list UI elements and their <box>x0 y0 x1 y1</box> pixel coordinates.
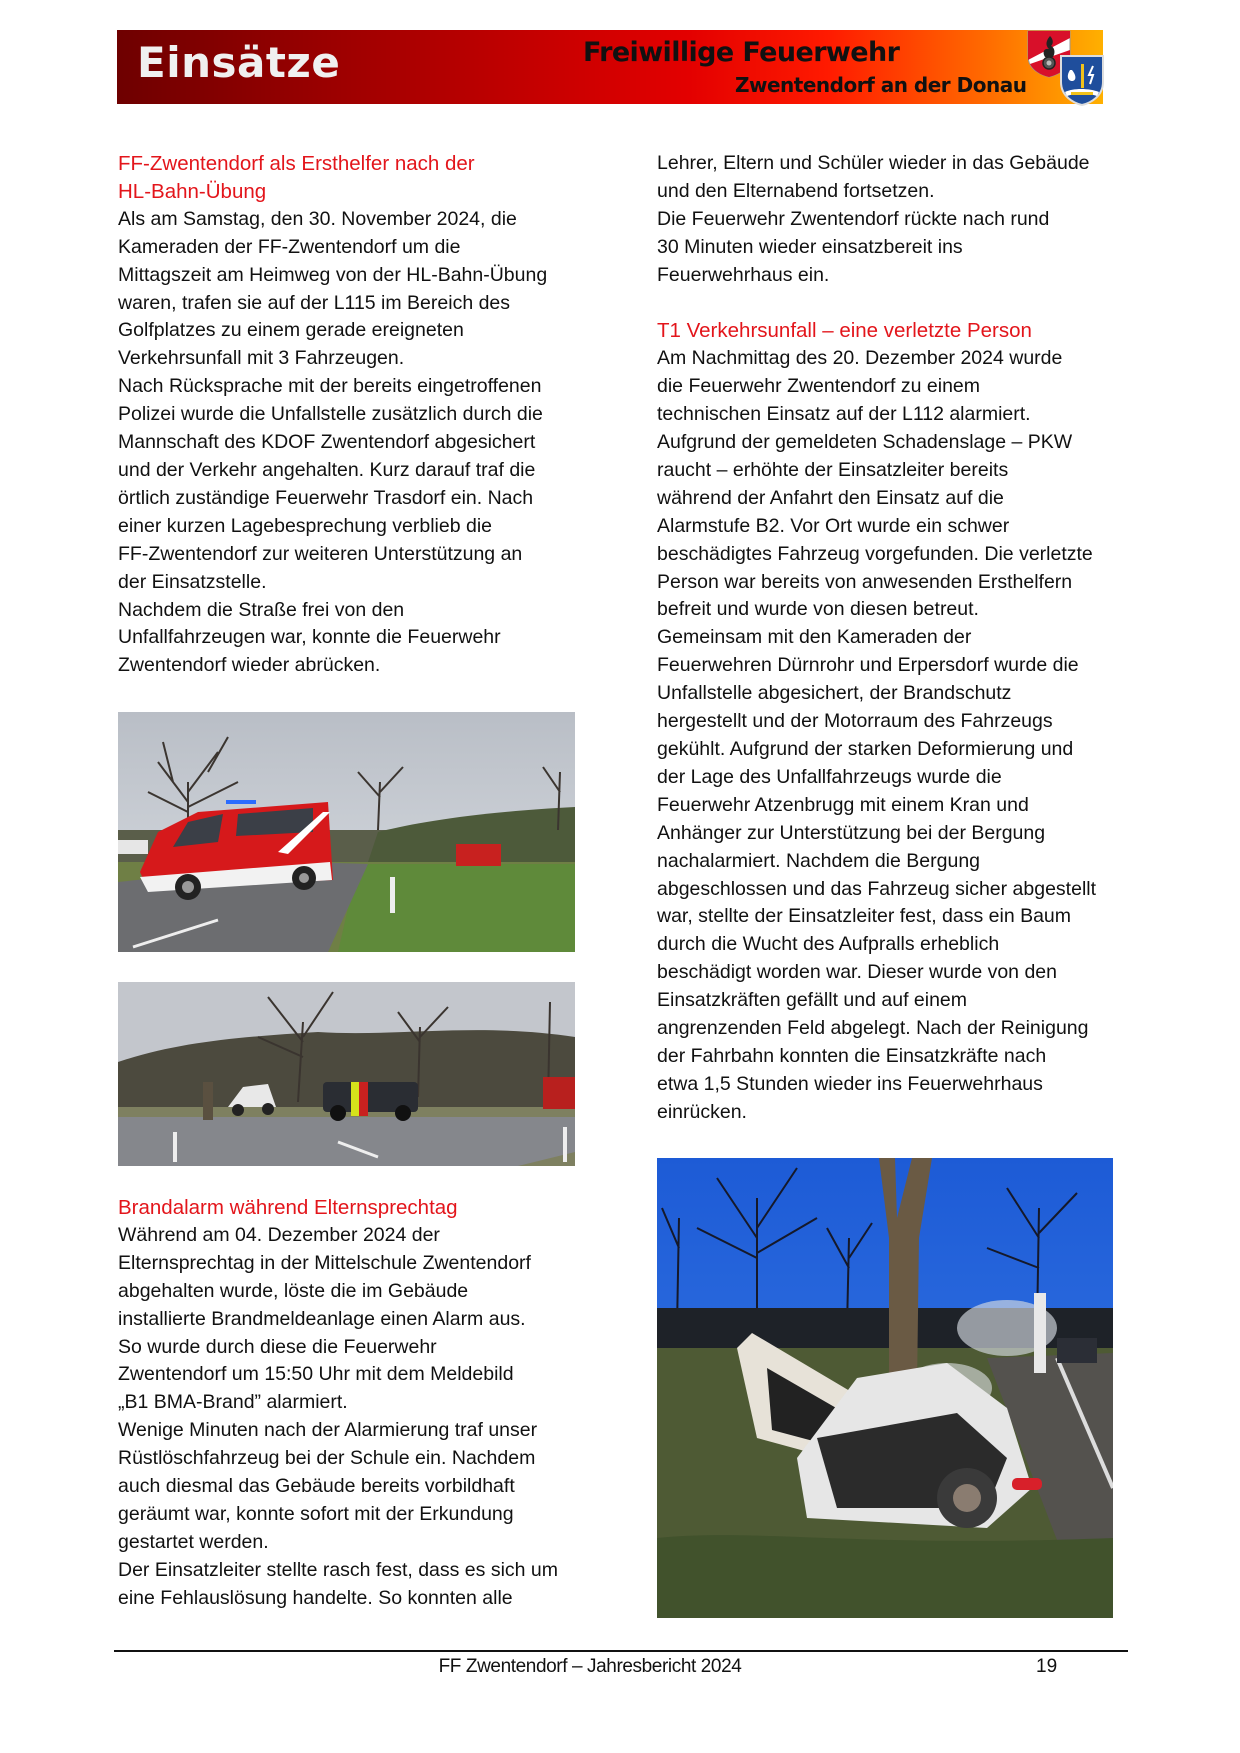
body-line: Anhänger zur Unterstützung bei der Bergung <box>657 821 1046 844</box>
article-body <box>118 206 588 680</box>
body-line: war, stellte der Einsatzleiter fest, dass ein Baum <box>657 905 1072 928</box>
body-line: gestartet werden. <box>118 1530 269 1553</box>
body-line: Die Feuerwehr Zwentendorf rückte nach rund <box>657 207 1050 230</box>
body-line: FF-Zwentendorf zur weiteren Unterstützung an <box>118 542 523 565</box>
article-brandalarm-continued <box>657 150 1127 290</box>
body-line: Golfplatzes zu einem gerade ereigneten <box>118 319 464 342</box>
body-line: Aufgrund der gemeldeten Schadenslage – PKW <box>657 431 1073 454</box>
body-line: Zwentendorf wieder abrücken. <box>118 654 381 677</box>
photo-intersection-scene <box>118 982 575 1166</box>
article-headline <box>118 1194 588 1222</box>
right-column <box>657 150 1127 1127</box>
body-line: Polizei wurde die Unfallstelle zusätzlich durch die <box>118 403 543 426</box>
body-line: beschädigtes Fahrzeug vorgefunden. Die verletzte <box>657 542 1093 565</box>
article-headline <box>657 317 1127 345</box>
section-title: Einsätze <box>137 38 341 87</box>
body-line: Während am 04. Dezember 2024 der <box>118 1223 440 1246</box>
municipal-coat-of-arms-icon <box>1059 54 1105 106</box>
article-verkehrsunfall <box>657 317 1127 1126</box>
headline-line: FF-Zwentendorf als Ersthelfer nach der <box>118 152 475 175</box>
body-line: beschädigt worden war. Dieser wurde von den <box>657 961 1057 984</box>
body-line: Unfallfahrzeugen war, konnte die Feuerwehr <box>118 626 501 649</box>
body-line: Person war bereits von anwesenden Ersthelfern <box>657 570 1073 593</box>
body-line: der Fahrbahn konnten die Einsatzkräfte nach <box>657 1044 1047 1067</box>
article-body <box>657 345 1127 1126</box>
body-line: Am Nachmittag des 20. Dezember 2024 wurde <box>657 347 1063 370</box>
body-line: „B1 BMA-Brand” alarmiert. <box>118 1391 348 1414</box>
body-line: die Feuerwehr Zwentendorf zu einem <box>657 375 980 398</box>
body-line: Alarmstufe B2. Vor Ort wurde ein schwer <box>657 514 1010 537</box>
footer-text: FF Zwentendorf – Jahresbericht 2024 <box>438 1656 742 1677</box>
body-line: angrenzenden Feld abgelegt. Nach der Reinigung <box>657 1017 1089 1040</box>
body-line: Verkehrsunfall mit 3 Fahrzeugen. <box>118 347 405 370</box>
body-line: durch die Wucht des Aufpralls erheblich <box>657 933 1000 956</box>
article-brandalarm <box>118 1194 588 1613</box>
body-line: Rüstlöschfahrzeug bei der Schule ein. Nachdem <box>118 1447 536 1470</box>
organization-place: Zwentendorf an der Donau <box>735 73 1027 97</box>
body-line: Feuerwehren Dürnrohr und Erpersdorf wurde die <box>657 654 1079 677</box>
body-line: nachalarmiert. Nachdem die Bergung <box>657 849 981 872</box>
photo-car-crash-tree <box>657 1158 1113 1618</box>
body-line: Der Einsatzleiter stellte rasch fest, dass es sich um <box>118 1558 558 1581</box>
body-line: etwa 1,5 Stunden wieder ins Feuerwehrhaus <box>657 1072 1043 1095</box>
body-line: waren, trafen sie auf der L115 im Bereich des <box>118 291 511 314</box>
headline-line: T1 Verkehrsunfall – eine verletzte Person <box>657 319 1032 343</box>
body-line: gekühlt. Aufgrund der starken Deformierung und <box>657 738 1074 761</box>
body-line: der Einsatzstelle. <box>118 570 267 593</box>
headline-line: Brandalarm während Elternsprechtag <box>118 1196 458 1219</box>
body-line: Als am Samstag, den 30. November 2024, die <box>118 207 517 230</box>
body-line: der Lage des Unfallfahrzeugs wurde die <box>657 765 1002 788</box>
body-line: hergestellt und der Motorraum des Fahrzeugs <box>657 710 1053 733</box>
body-line: abgehalten wurde, löste die im Gebäude <box>118 1279 469 1302</box>
body-line: Gemeinsam mit den Kameraden der <box>657 626 972 649</box>
body-line: Mittagszeit am Heimweg von der HL-Bahn-Übung <box>118 263 548 286</box>
body-line: installierte Brandmeldeanlage einen Alarm aus. <box>118 1307 526 1330</box>
headline-line: HL-Bahn-Übung <box>118 179 267 203</box>
body-line: Unfallstelle abgesichert, der Brandschutz <box>657 682 1012 705</box>
body-line: Nach Rücksprache mit der bereits eingetroffenen <box>118 375 542 398</box>
body-line: Lehrer, Eltern und Schüler wieder in das Gebäude <box>657 152 1090 174</box>
body-line: Zwentendorf um 15:50 Uhr mit dem Meldebild <box>118 1363 514 1386</box>
page-number: 19 <box>1036 1656 1058 1677</box>
paragraph-spacer <box>657 290 1127 318</box>
body-line: und der Verkehr angehalten. Kurz darauf traf die <box>118 458 536 481</box>
body-line: technischen Einsatz auf der L112 alarmiert. <box>657 403 1031 426</box>
body-line: geräumt war, konnte sofort mit der Erkundung <box>118 1502 514 1525</box>
body-line: Feuerwehrhaus ein. <box>657 263 830 286</box>
body-line: Kameraden der FF-Zwentendorf um die <box>118 235 461 258</box>
photo-car-crash-image <box>657 1158 1113 1618</box>
body-line: Feuerwehr Atzenbrugg mit einem Kran und <box>657 793 1029 816</box>
body-line: abgeschlossen und das Fahrzeug sicher abgestellt <box>657 877 1097 900</box>
photo-intersection-image <box>118 982 575 1166</box>
article-ersthelfer <box>118 150 588 680</box>
body-line: befreit und wurde von diesen betreut. <box>657 598 979 621</box>
body-line: eine Fehlauslösung handelte. So konnten alle <box>118 1586 513 1609</box>
body-line: Einsatzkräften gefällt und auf einem <box>657 989 968 1012</box>
footer-divider <box>114 1650 1128 1652</box>
body-line: raucht – erhöhte der Einsatzleiter bereits <box>657 458 1009 481</box>
page-header-band <box>117 30 1103 104</box>
body-line: einrücken. <box>657 1100 747 1123</box>
body-line: und den Elternabend fortsetzen. <box>657 179 935 202</box>
body-line: örtlich zuständige Feuerwehr Trasdorf ein. Nach <box>118 486 534 509</box>
photo-fire-van-image <box>118 712 575 952</box>
article-headline <box>118 150 588 206</box>
body-line: während der Anfahrt den Einsatz auf die <box>657 486 1004 509</box>
body-line: 30 Minuten wieder einsatzbereit ins <box>657 235 963 258</box>
body-line: Mannschaft des KDOF Zwentendorf abgesichert <box>118 431 536 454</box>
photo-fire-van-road <box>118 712 575 952</box>
body-line: Wenige Minuten nach der Alarmierung traf unser <box>118 1419 538 1442</box>
organization-name: Freiwillige Feuerwehr <box>583 37 900 68</box>
article-body <box>118 1222 588 1613</box>
body-line: So wurde durch diese die Feuerwehr <box>118 1335 437 1358</box>
body-line: auch diesmal das Gebäude bereits vorbildhaft <box>118 1475 515 1498</box>
body-line: einer kurzen Lagebesprechung verblieb die <box>118 514 493 537</box>
body-line: Nachdem die Straße frei von den <box>118 598 405 621</box>
body-line: Elternsprechtag in der Mittelschule Zwentendorf <box>118 1251 531 1274</box>
